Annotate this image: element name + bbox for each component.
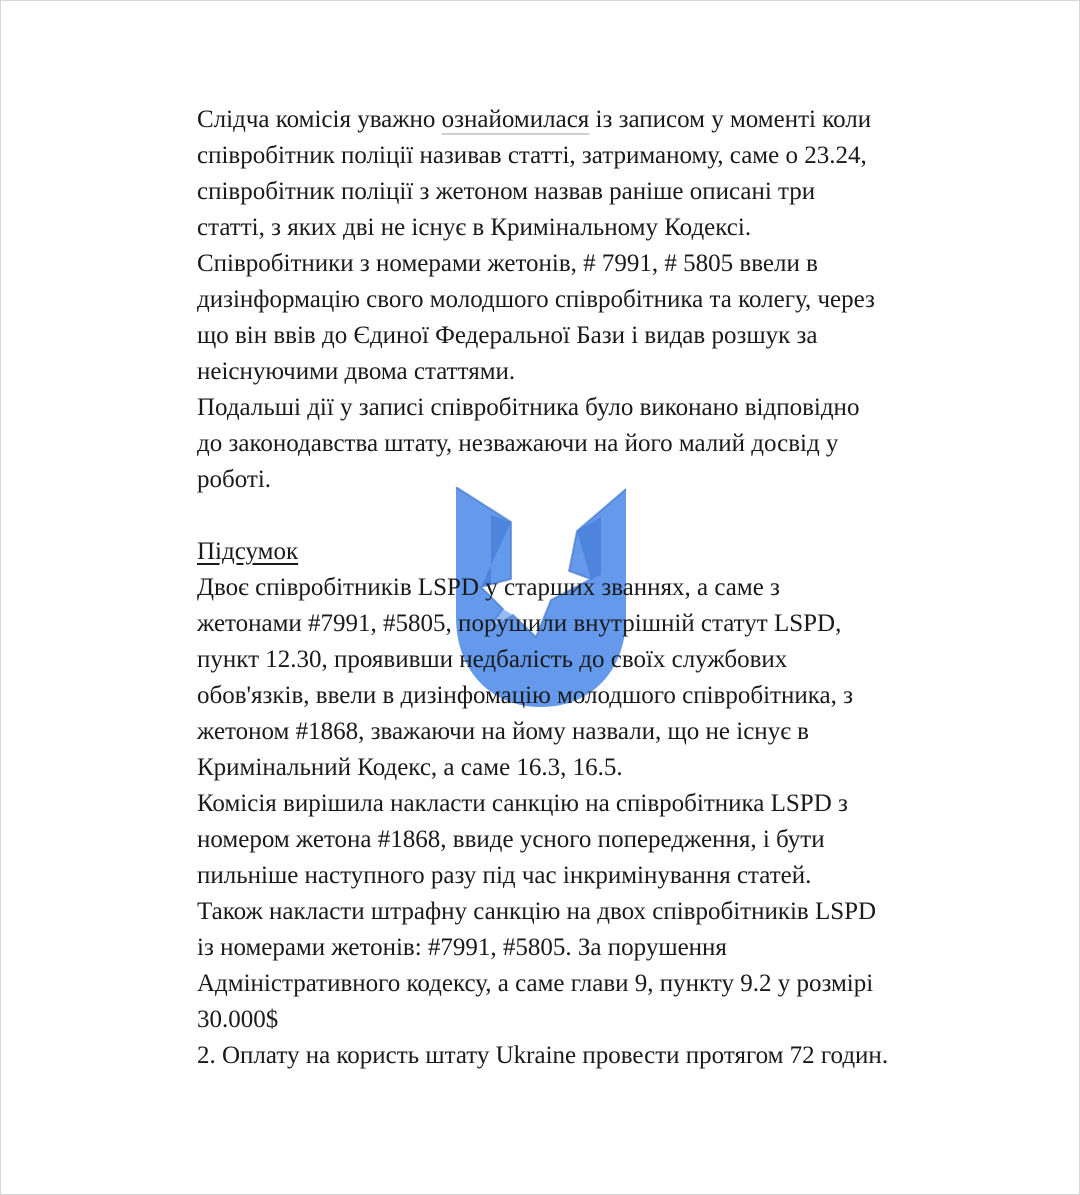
paragraph-1-line bbox=[197, 102, 967, 138]
text-segment: Слідча комісія уважно bbox=[197, 106, 442, 133]
paragraph-1-line: що він ввів до Єдиної Федеральної Бази і видав розшук за bbox=[197, 322, 818, 349]
summary-line: обов'язків, ввели в дизінфомацію молодшого співробітника, з bbox=[197, 682, 853, 709]
summary-line: Адміністративного кодексу, а саме глави 9, пункту 9.2 у розмірі bbox=[197, 970, 874, 997]
text-segment: із записом у моменті коли bbox=[589, 106, 872, 133]
summary-heading bbox=[197, 534, 967, 570]
summary-line: Двоє співробітників LSPD у старших званнях, а саме з bbox=[197, 574, 780, 601]
paragraph-1-line: статті, з яких дві не існує в Кримінальному Кодексі. bbox=[197, 214, 752, 241]
spellcheck-underlined-word: ознайомилася bbox=[441, 106, 590, 133]
summary-line: жетонами #7991, #5805, порушили внутрішній статут LSPD, bbox=[197, 610, 842, 637]
paragraph-1-line: неіснуючими двома статтями. bbox=[197, 358, 516, 385]
summary-heading-text: Підсумок bbox=[197, 538, 299, 565]
summary-line: пункт 12.30, проявивши недбалість до своїх службових bbox=[197, 646, 788, 673]
summary-line: 2. Оплату на користь штату Ukraine провести протягом 72 годин. bbox=[197, 1042, 889, 1069]
summary-line: номером жетона #1868, ввиде усного попередження, і бути bbox=[197, 826, 825, 853]
document-body bbox=[197, 102, 967, 1074]
paragraph-1-line: Співробітники з номерами жетонів, # 7991, # 5805 ввели в bbox=[197, 250, 818, 277]
summary-line: жетоном #1868, зважаючи на йому назвали, що не існує в bbox=[197, 718, 809, 745]
summary-line: Кримінальний Кодекс, а саме 16.3, 16.5. bbox=[197, 754, 623, 781]
paragraph-1-line: співробітник поліції з жетоном назвав раніше описані три bbox=[197, 178, 816, 205]
paragraph-1-line: дизінформацію свого молодшого співробітника та колегу, через bbox=[197, 286, 875, 313]
paragraph-2-line: до законодавства штату, незважаючи на його малий досвід у bbox=[197, 430, 839, 457]
summary-line: 30.000$ bbox=[197, 1006, 279, 1033]
paragraph-2-line: Подальші дії у записі співробітника було виконано відповідно bbox=[197, 394, 860, 421]
summary-line: пильніше наступного разу під час інкримінування статей. bbox=[197, 862, 812, 889]
summary-line: Також накласти штрафну санкцію на двох співробітників LSPD bbox=[197, 898, 877, 925]
summary-line: Комісія вирішила накласти санкцію на співробітника LSPD з bbox=[197, 790, 848, 817]
summary-line: із номерами жетонів: #7991, #5805. За порушення bbox=[197, 934, 727, 961]
paragraph-2-line: роботі. bbox=[197, 466, 272, 493]
paragraph-1-line: співробітник поліції називав статті, затриманому, саме о 23.24, bbox=[197, 142, 867, 169]
